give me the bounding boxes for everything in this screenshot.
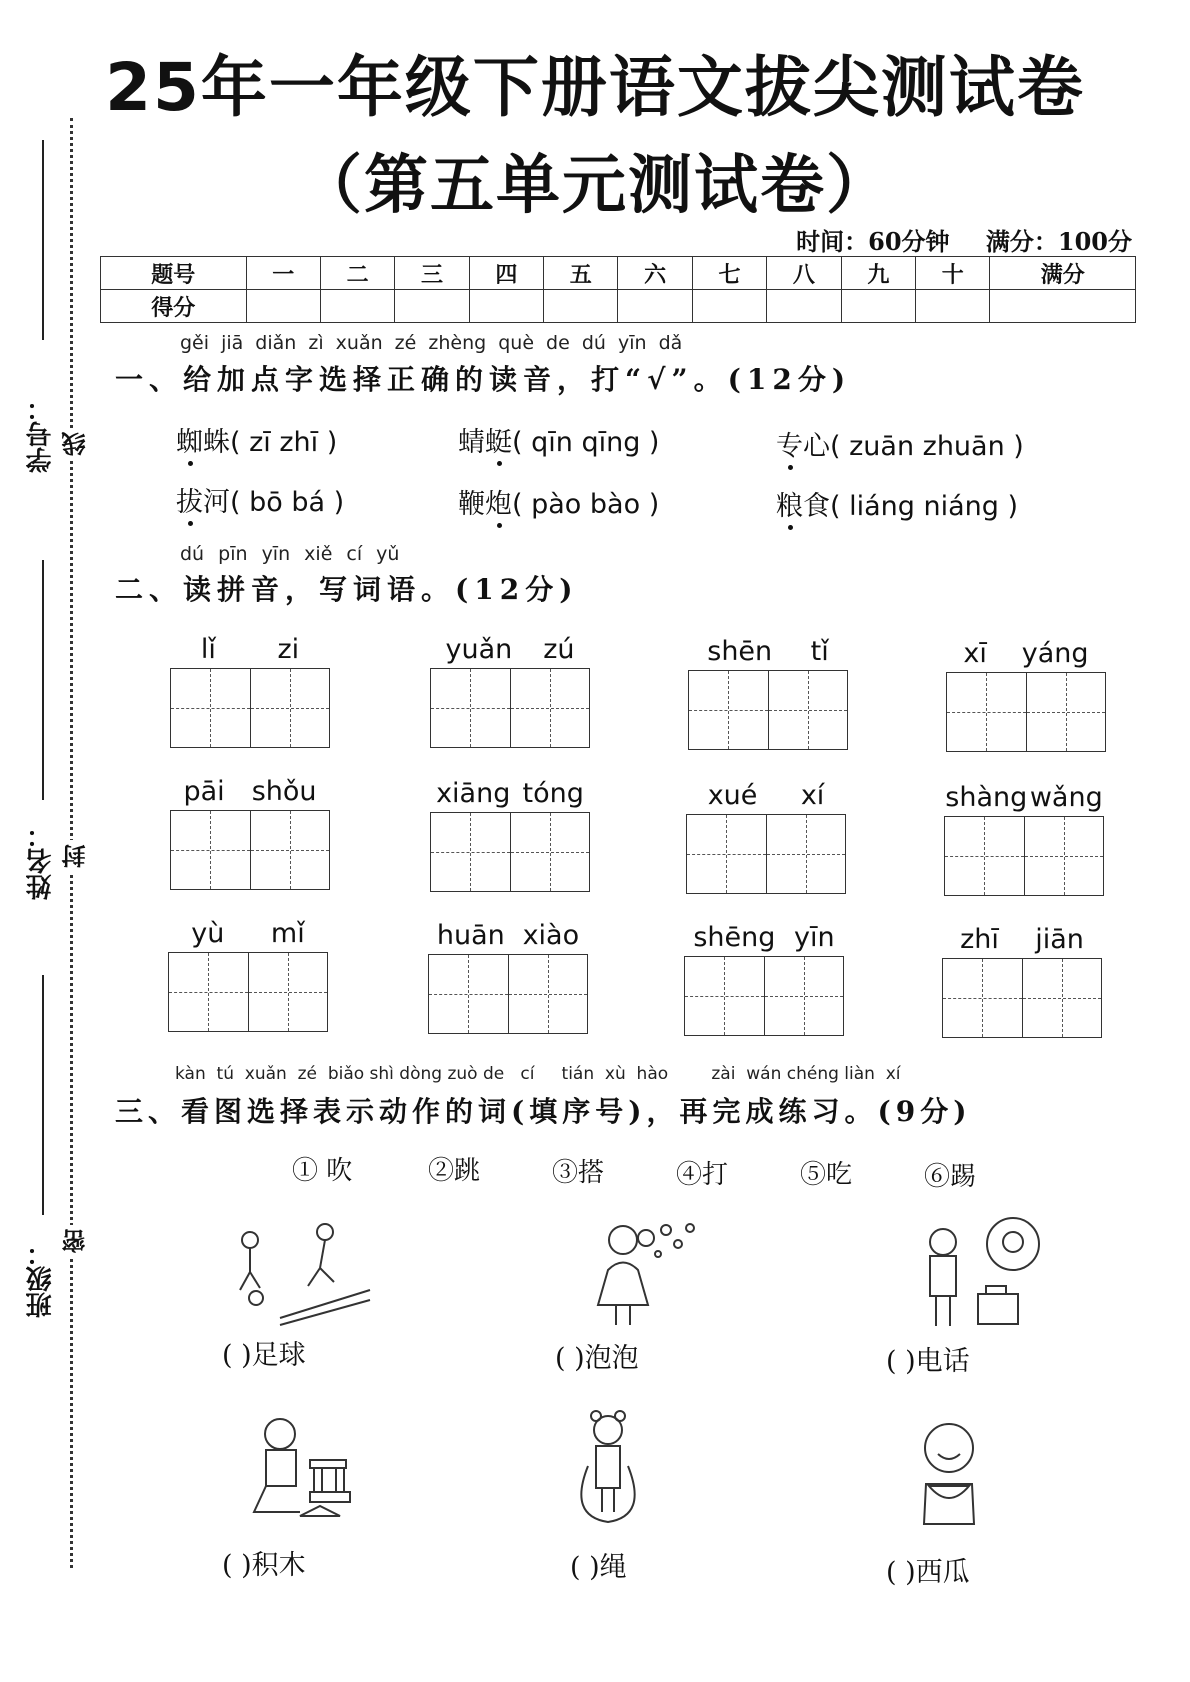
reading-options: ( pào bào ) <box>512 489 660 520</box>
binding-word-line: 线 <box>58 428 93 460</box>
pinyin-syllable: yáng <box>1021 638 1089 669</box>
word-grid[interactable] <box>170 634 330 748</box>
building-blocks-illustration <box>240 1412 400 1532</box>
table-cell: 满分 <box>990 257 1136 290</box>
pinyin-syllable: lǐ <box>200 634 216 665</box>
word-grid[interactable] <box>944 782 1104 896</box>
word-grid[interactable] <box>942 924 1102 1038</box>
grid-pinyin <box>170 776 330 810</box>
score-input-cell[interactable] <box>469 290 543 323</box>
option-2: ②跳 <box>428 1156 481 1186</box>
table-cell: 题号 <box>101 257 247 290</box>
table-cell: 十 <box>916 257 990 290</box>
tianzige-cells[interactable] <box>430 668 590 748</box>
word-grid[interactable] <box>430 778 590 892</box>
section1-item-6[interactable] <box>776 484 1018 523</box>
class-line <box>42 975 44 1215</box>
pinyin-syllable: shēn <box>707 636 773 667</box>
score-input-cell[interactable] <box>692 290 766 323</box>
pinyin-syllable: yù <box>191 918 225 949</box>
option-4: ④打 <box>676 1160 729 1190</box>
pinyin-syllable: huān <box>436 920 505 951</box>
student-id-line <box>42 140 44 340</box>
pinyin-syllable: xué <box>707 780 758 811</box>
pinyin-syllable: xí <box>800 780 825 811</box>
table-cell: 一 <box>246 257 320 290</box>
pinyin-syllable: xiào <box>522 920 580 951</box>
reading-options: ( zī zhī ) <box>230 427 338 458</box>
grid-pinyin <box>688 636 848 670</box>
answer-blank-6[interactable]: ( )西瓜 <box>886 1557 970 1588</box>
answer-blank-1[interactable]: ( )足球 <box>222 1340 306 1371</box>
pinyin-syllable: tóng <box>522 778 584 809</box>
grid-pinyin <box>170 634 330 668</box>
grid-pinyin <box>942 924 1102 958</box>
target-char: 拔 <box>176 487 203 518</box>
table-cell: 二 <box>320 257 394 290</box>
table-cell: 五 <box>544 257 618 290</box>
table-cell: 八 <box>767 257 841 290</box>
pinyin-syllable: pāi <box>183 776 225 807</box>
name-label: 姓名： <box>26 822 56 900</box>
pinyin-syllable: xī <box>963 638 987 669</box>
option-6: ⑥踢 <box>924 1162 977 1192</box>
section1-item-4[interactable] <box>176 480 344 519</box>
word-grid[interactable] <box>946 638 1106 752</box>
grid-pinyin <box>430 778 590 812</box>
pinyin-syllable: mǐ <box>270 918 305 949</box>
table-cell: 得分 <box>101 290 247 323</box>
word-grid[interactable] <box>430 634 590 748</box>
pinyin-syllable: jiān <box>1035 924 1084 955</box>
score-table-score-row <box>101 290 1136 323</box>
tianzige-cells[interactable] <box>684 956 844 1036</box>
char: 蛛 <box>203 427 230 458</box>
phone-call-illustration <box>908 1214 1068 1334</box>
section1-pinyin: gěi jiā diǎn zì xuǎn zé zhèng què de dú yīn dǎ <box>180 332 683 354</box>
score-input-cell[interactable] <box>916 290 990 323</box>
target-char: 粮 <box>776 491 803 522</box>
section3-pinyin: kàn tú xuǎn zé biǎo shì dòng zuò de cí tián xù hào zài wán chéng liàn xí <box>175 1064 901 1084</box>
tianzige-cells[interactable] <box>946 672 1106 752</box>
exam-meta <box>768 222 1132 257</box>
class-label: 班级： <box>26 1240 56 1318</box>
word-grid[interactable] <box>686 780 846 894</box>
answer-blank-5[interactable]: ( )绳 <box>570 1552 627 1583</box>
table-cell: 九 <box>841 257 915 290</box>
reading-options: ( qīn qīng ) <box>512 427 660 458</box>
score-input-cell[interactable] <box>618 290 692 323</box>
table-cell: 七 <box>692 257 766 290</box>
section1-item-5[interactable] <box>458 482 659 521</box>
word-grid[interactable] <box>170 776 330 890</box>
char: 河 <box>203 487 230 518</box>
table-cell: 六 <box>618 257 692 290</box>
pinyin-syllable: zú <box>543 634 575 665</box>
score-input-cell[interactable] <box>544 290 618 323</box>
tianzige-cells[interactable] <box>170 810 330 890</box>
score-input-cell[interactable] <box>990 290 1136 323</box>
section3-title: 三、看图选择表示动作的词(填序号)，再完成练习。(9分) <box>115 1095 972 1128</box>
exam-full-score: 满分：100分 <box>985 227 1132 256</box>
score-table-header-row <box>101 257 1136 290</box>
reading-options: ( bō bá ) <box>230 487 345 518</box>
answer-blank-4[interactable]: ( )积木 <box>222 1550 306 1581</box>
table-cell: 三 <box>395 257 469 290</box>
section1-item-2[interactable] <box>458 420 659 459</box>
table-cell: 四 <box>469 257 543 290</box>
score-input-cell[interactable] <box>767 290 841 323</box>
reading-options: ( zuān zhuān ) <box>830 431 1024 462</box>
tianzige-cells[interactable] <box>686 814 846 894</box>
word-grid[interactable] <box>168 918 328 1032</box>
grid-pinyin <box>686 780 846 814</box>
grid-pinyin <box>430 634 590 668</box>
pinyin-syllable: shǒu <box>251 776 317 807</box>
word-grid[interactable] <box>684 922 844 1036</box>
binding-word-secret: 密 <box>58 1225 93 1257</box>
score-table <box>100 256 1136 323</box>
target-char: 蜓 <box>485 427 512 458</box>
pinyin-syllable: xiāng <box>436 778 511 809</box>
char: 心 <box>803 431 830 462</box>
target-char: 蜘 <box>176 427 203 458</box>
page-title: 25年一年级下册语文拔尖测试卷 <box>105 49 1085 126</box>
score-input-cell[interactable] <box>246 290 320 323</box>
section1-item-3[interactable] <box>776 424 1024 463</box>
answer-blank-2[interactable]: ( )泡泡 <box>555 1343 639 1374</box>
char: 鞭 <box>458 489 485 520</box>
word-grid[interactable] <box>428 920 588 1034</box>
binding-word-seal: 封 <box>58 840 93 872</box>
section1-item-1[interactable] <box>176 420 337 459</box>
student-id-label: 学号： <box>26 395 56 473</box>
pinyin-syllable: wǎng <box>1029 782 1103 813</box>
pinyin-syllable: shàng <box>945 782 1028 813</box>
section2-pinyin: dú pīn yīn xiě cí yǔ <box>180 543 400 565</box>
grid-pinyin <box>946 638 1106 672</box>
soccer-illustration <box>220 1210 380 1330</box>
target-char: 炮 <box>485 489 512 520</box>
tianzige-cells[interactable] <box>430 812 590 892</box>
page-subtitle: （第五单元测试卷） <box>298 149 892 223</box>
tianzige-cells[interactable] <box>168 952 328 1032</box>
pinyin-syllable: yuǎn <box>445 634 513 665</box>
tianzige-cells[interactable] <box>170 668 330 748</box>
pinyin-syllable: zi <box>277 634 300 665</box>
tianzige-cells[interactable] <box>428 954 588 1034</box>
pinyin-syllable: shēng <box>693 922 776 953</box>
pinyin-syllable: yīn <box>794 922 835 953</box>
pinyin-syllable: zhī <box>960 924 999 955</box>
target-char: 专 <box>776 431 803 462</box>
section1-title: 一、给加点字选择正确的读音，打“√”。(12分) <box>115 363 852 396</box>
bubbles-illustration <box>578 1210 738 1330</box>
tianzige-cells[interactable] <box>942 958 1102 1038</box>
reading-options: ( liáng niáng ) <box>830 491 1019 522</box>
grid-pinyin <box>168 918 328 952</box>
grid-pinyin <box>428 920 588 954</box>
char: 蜻 <box>458 427 485 458</box>
grid-pinyin <box>684 922 844 956</box>
option-3: ③搭 <box>552 1158 605 1188</box>
score-input-cell[interactable] <box>320 290 394 323</box>
grid-pinyin <box>944 782 1104 816</box>
answer-blank-3[interactable]: ( )电话 <box>886 1346 970 1377</box>
char: 食 <box>803 491 830 522</box>
option-5: ⑤吃 <box>800 1160 853 1190</box>
tianzige-cells[interactable] <box>944 816 1104 896</box>
jump-rope-illustration <box>558 1406 718 1526</box>
score-input-cell[interactable] <box>395 290 469 323</box>
name-line <box>42 560 44 800</box>
eating-watermelon-illustration <box>904 1414 1064 1534</box>
pinyin-syllable: tǐ <box>810 636 829 667</box>
word-grid[interactable] <box>688 636 848 750</box>
section2-title: 二、读拼音，写词语。(12分) <box>115 573 579 606</box>
exam-time: 时间：60分钟 <box>796 227 950 256</box>
score-input-cell[interactable] <box>841 290 915 323</box>
tianzige-cells[interactable] <box>688 670 848 750</box>
option-1: ① 吹 <box>292 1156 353 1186</box>
